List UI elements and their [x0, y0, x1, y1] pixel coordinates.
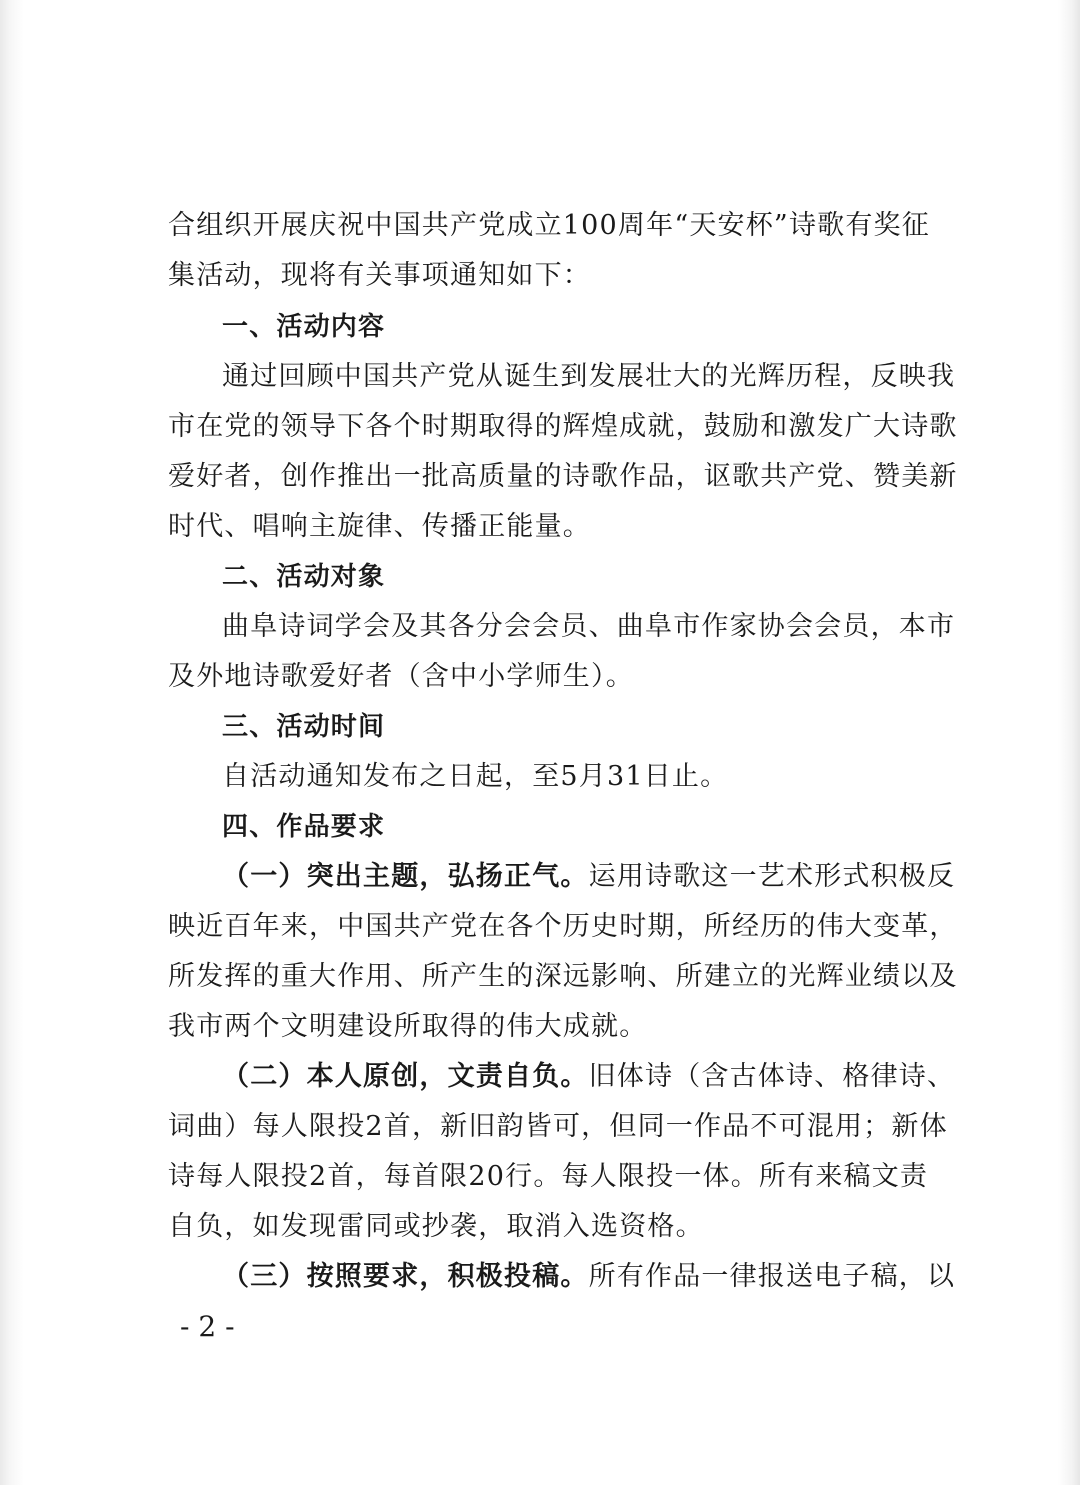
body-line-8: 及外地诗歌爱好者（含中小学师生）。: [168, 661, 634, 692]
subsection-lead-1: （一）突出主题，弘扬正气。: [222, 861, 589, 892]
body-line-5: 爱好者，创作推出一批高质量的诗歌作品，讴歌共产党、赞美新: [168, 461, 958, 492]
body-line-18: [222, 1257, 994, 1297]
section-heading-1: 一、活动内容: [222, 312, 386, 342]
body-line-10: [222, 857, 994, 897]
body-line-4: 市在党的领导下各个时期取得的辉煌成就，鼓励和激发广大诗歌: [168, 411, 958, 442]
body-line-17: 自负，如发现雷同或抄袭，取消入选资格。: [168, 1211, 704, 1242]
body-line-14: [222, 1057, 994, 1097]
page-number: - 2 -: [180, 1310, 235, 1343]
body-line-13: 我市两个文明建设所取得的伟大成就。: [168, 1011, 648, 1042]
body-line-11: 映近百年来，中国共产党在各个历史时期，所经历的伟大变革，: [168, 911, 958, 942]
body-line-12: 所发挥的重大作用、所产生的深远影响、所建立的光辉业绩以及: [168, 961, 958, 992]
body-line-2: 集活动，现将有关事项通知如下：: [168, 260, 591, 291]
subsection-lead-3: （三）按照要求，积极投稿。: [222, 1261, 589, 1292]
body-line-1: 合组织开展庆祝中国共产党成立100周年“天安杯”诗歌有奖征: [168, 210, 930, 241]
section-heading-3: 三、活动时间: [222, 712, 386, 742]
section-heading-2: 二、活动对象: [222, 562, 386, 592]
body-line-16: 诗每人限投2首，每首限20行。每人限投一体。所有来稿文责: [168, 1161, 929, 1192]
body-line-7: 曲阜诗词学会及其各分会会员、曲阜市作家协会会员，本市: [222, 611, 956, 642]
section-heading-4: 四、作品要求: [222, 812, 386, 842]
subsection-text-3: 所有作品一律报送电子稿，以: [588, 1261, 956, 1292]
subsection-text-1: 运用诗歌这一艺术形式积极反: [588, 861, 956, 892]
body-line-15: 词曲）每人限投2首，新旧韵皆可，但同一作品不可混用；新体: [168, 1111, 948, 1142]
subsection-text-2: 旧体诗（含古体诗、格律诗、: [588, 1061, 956, 1092]
body-line-6: 时代、唱响主旋律、传播正能量。: [168, 511, 591, 542]
subsection-lead-2: （二）本人原创，文责自负。: [222, 1061, 589, 1092]
body-line-9: 自活动通知发布之日起，至5月31日止。: [222, 761, 729, 792]
body-line-3: 通过回顾中国共产党从诞生到发展壮大的光辉历程，反映我: [222, 361, 956, 392]
